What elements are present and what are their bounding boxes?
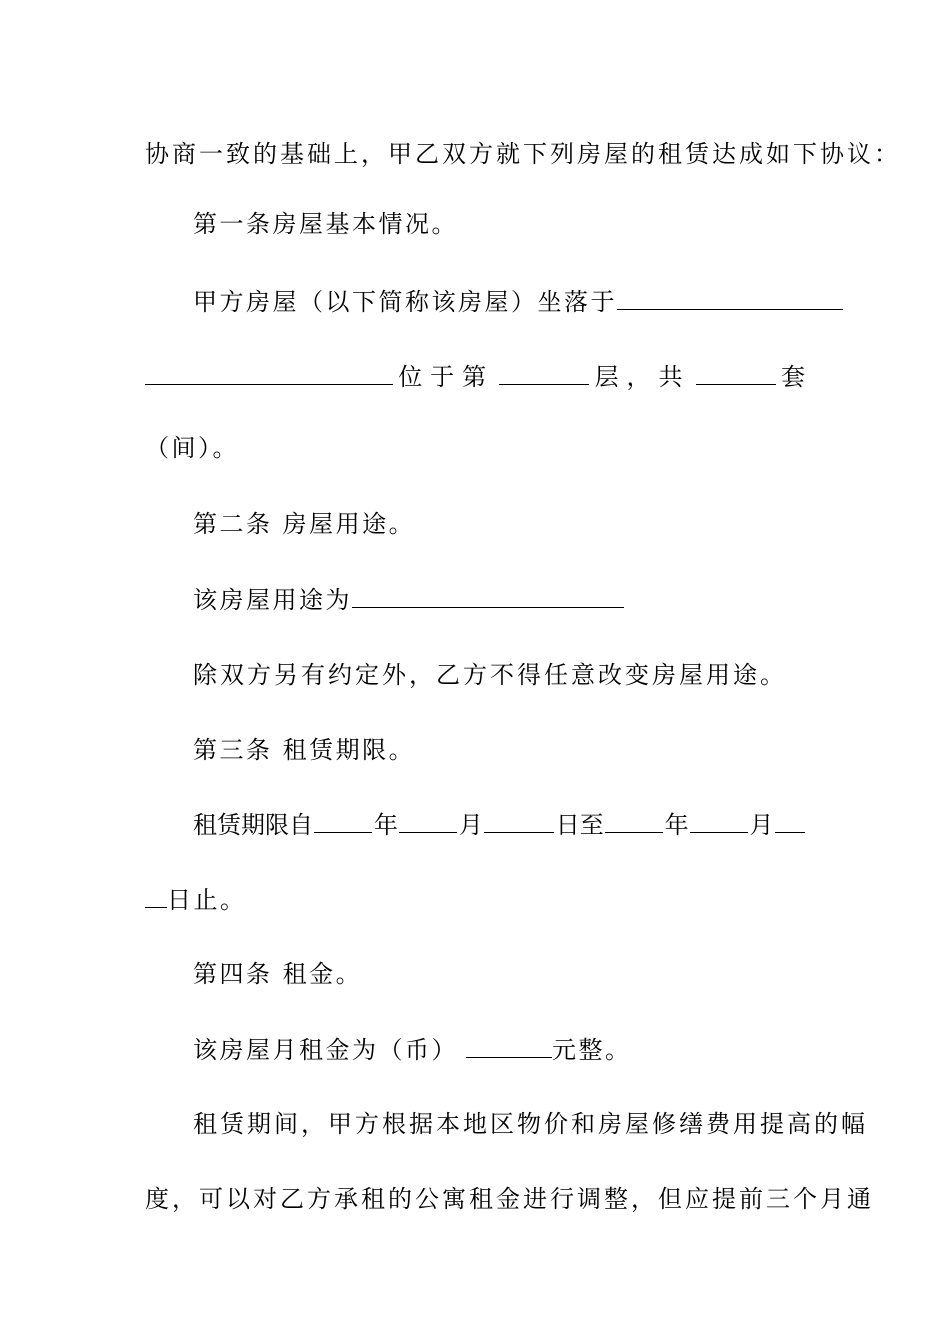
article-3-heading [145,734,805,766]
agreement-intro-text: 协商一致的基础上，甲乙双方就下列房屋的租赁达成如下协议： [145,140,901,168]
lease-term-end-line [145,884,805,916]
lease-term-line [145,809,805,841]
property-room-line [145,432,805,464]
article-2-title: 第二条 房屋用途。 [193,510,416,538]
monthly-rent-label: 该房屋月租金为（币） [193,1036,458,1064]
units-blank [696,362,776,385]
start-month-blank [399,810,457,833]
end-day-blank-1 [775,810,805,833]
article-2-heading [145,508,805,540]
start-year-label: 年 [373,811,398,839]
property-use-line [145,584,805,616]
article-4-heading [145,958,805,990]
rent-adjustment-line-2 [145,1183,874,1215]
end-month-label: 月 [749,811,774,839]
rent-adjustment-line-1 [145,1108,868,1140]
lease-term-label: 租赁期限自 [193,811,313,839]
end-year-blank [605,810,663,833]
start-day-blank [484,810,554,833]
location-blank-2 [145,362,393,385]
floor-label: 位于第 [398,363,495,391]
monthly-rent-line [145,1034,805,1066]
use-blank [352,585,624,608]
start-month-label: 月 [458,811,483,839]
total-label: 层，共 [594,363,691,391]
end-day-blank-2 [145,885,167,908]
end-month-blank [690,810,748,833]
rent-suffix: 元整。 [552,1036,632,1064]
use-restriction-text: 除双方另有约定外，乙方不得任意改变房屋用途。 [193,661,787,689]
location-blank-1 [617,287,843,310]
use-restriction-line [145,659,805,691]
unit-suffix: 套 [780,363,805,391]
room-text: （间）。 [145,434,239,462]
article-1-title: 第一条房屋基本情况。 [193,210,458,238]
property-use-label: 该房屋用途为 [193,586,352,614]
rent-adjustment-text-1: 租赁期间，甲方根据本地区物价和房屋修缮费用提高的幅 [193,1110,868,1138]
start-day-label: 日至 [555,811,604,839]
article-1-heading [145,208,805,240]
floor-blank [499,362,589,385]
property-location-line [145,286,805,318]
rent-amount-blank [466,1035,552,1058]
article-4-title: 第四条 租金。 [193,960,363,988]
start-year-blank [314,810,372,833]
rent-adjustment-text-2: 度，可以对乙方承租的公寓租金进行调整，但应提前三个月通 [145,1185,874,1213]
property-location-label: 甲方房屋（以下简称该房屋）坐落于 [193,288,617,316]
end-day-label: 日止。 [167,886,247,914]
end-year-label: 年 [664,811,689,839]
property-floor-line [145,361,805,393]
paragraph-agreement-intro [145,138,901,170]
article-3-title: 第三条 租赁期限。 [193,736,416,764]
